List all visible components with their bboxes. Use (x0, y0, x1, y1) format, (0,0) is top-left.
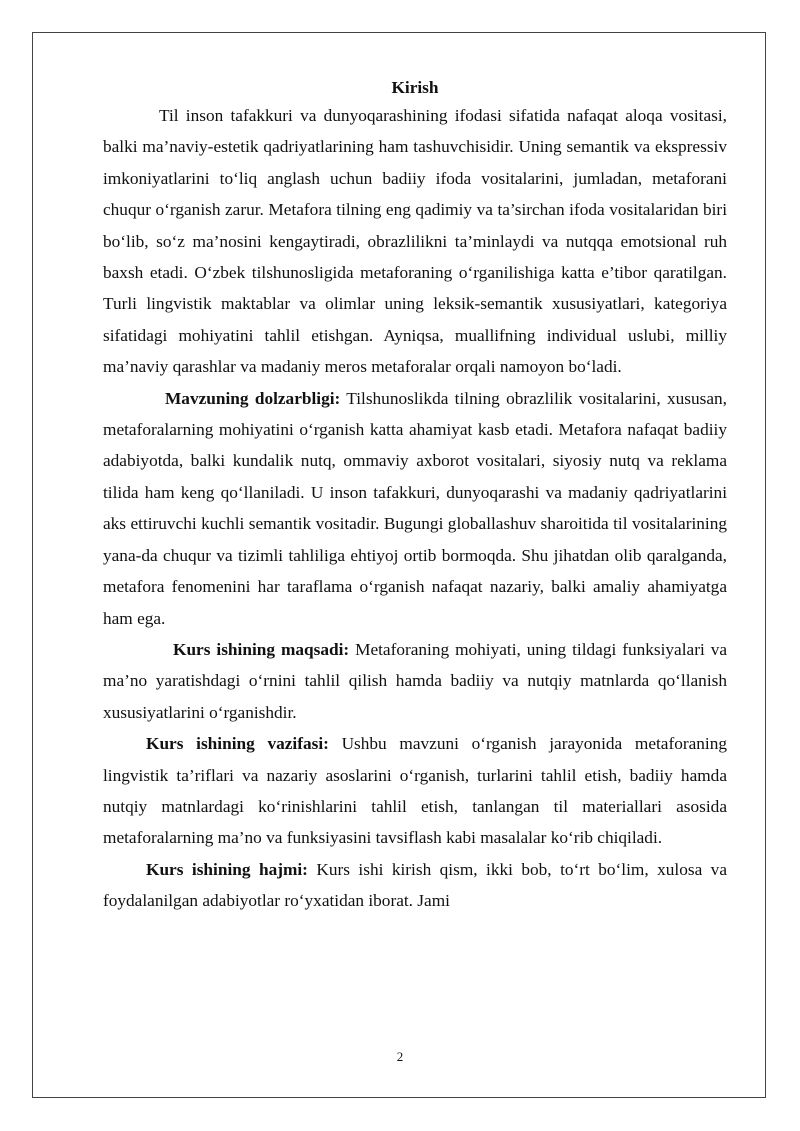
volume-label: Kurs ishining hajmi: (146, 859, 308, 879)
tasks-paragraph (103, 728, 727, 854)
tasks-label: Kurs ishining vazifasi: (146, 734, 329, 754)
document-body (103, 76, 727, 917)
volume-paragraph (103, 854, 727, 917)
goal-text: Metaforaning mohiyati, uning tildagi funksiyalari va ma’no yaratishdagi o‘rnini tahlil qilish hamda badiiy va nutqiy matnlarda qo‘llanish xususiyatlarini o‘rganishdir. (103, 639, 728, 722)
tasks-text: Ushbu mavzuni o‘rganish jarayonida metaforaning lingvistik ta’riflari va nazariy asoslarini o‘rganish, turlarini tahlil etish, badiiy hamda nutqiy matnlardagi ko‘rinishlarini tahlil etish, tanlangan til materiallari asosida metaforalarning ma’no va funksiyasini tavsiflash kabi masalalar ko‘rib chiqiladi. (103, 734, 727, 848)
volume-text: Kurs ishi kirish qism, ikki bob, to‘rt bo‘lim, xulosa va foydalanilgan adabiyotlar ro‘yxatidan iborat. Jami (103, 859, 727, 911)
page-number: 2 (396, 1049, 404, 1064)
relevance-paragraph (103, 383, 727, 634)
goal-label: Kurs ishining maqsadi: (173, 639, 350, 659)
goal-paragraph (103, 634, 727, 728)
relevance-label: Mavzuning dolzarbligi: (165, 388, 341, 408)
intro-paragraph: Til inson tafakkuri va dunyoqarashining ifodasi sifatida nafaqat aloqa vositasi, balki ma’naviy-estetik qadriyatlarining ham tashuvchisidir. Uning semantik va ekspressiv imkoniyatlarini to‘liq anglash uchun badiiy ifoda vositalarini, jumladan, metaforani chuqur o‘rganish zarur. Metafora tilning eng qadimiy va ta’sirchan ifoda vositalaridan biri bo‘lib, so‘z ma’nosini kengaytiradi, obrazlilikni ta’minlaydi va nutqqa emotsional ruh baxsh etadi. O‘zbek tilshunosligida metaforaning o‘rganilishiga katta e’tibor qaratilgan. Turli lingvistik maktablar va olimlar uning leksik-semantik xususiyatlari, kategoriya sifatidagi mohiyatini tahlil etishgan. Ayniqsa, muallifning individual uslubi, milliy ma’naviy qarashlar va madaniy meros metaforalar orqali namoyon bo‘ladi. (103, 106, 727, 377)
section-title: Kirish (391, 78, 439, 97)
relevance-text: Tilshunoslikda tilning obrazlilik vositalarini, xususan, metaforalarning mohiyatini o‘rganish katta ahamiyat kasb etadi. Metafora nafaqat badiiy adabiyotda, balki kundalik nutq, ommaviy axborot vositalari, siyosiy nutq va reklama tilida ham keng qo‘llaniladi. U inson tafakkuri, dunyoqarashi va madaniy qadriyatlarini aks ettiruvchi kuchli semantik vositadir. Bugungi globallashuv sharoitida til vositalarining yana-da chuqur va tizimli tahliliga ehtiyoj ortib bormoqda. Shu jihatdan olib qaralganda, metafora fenomenini har taraflama o‘rganish nafaqat nazariy, balki amaliy ahamiyatga ham ega. (103, 388, 727, 628)
